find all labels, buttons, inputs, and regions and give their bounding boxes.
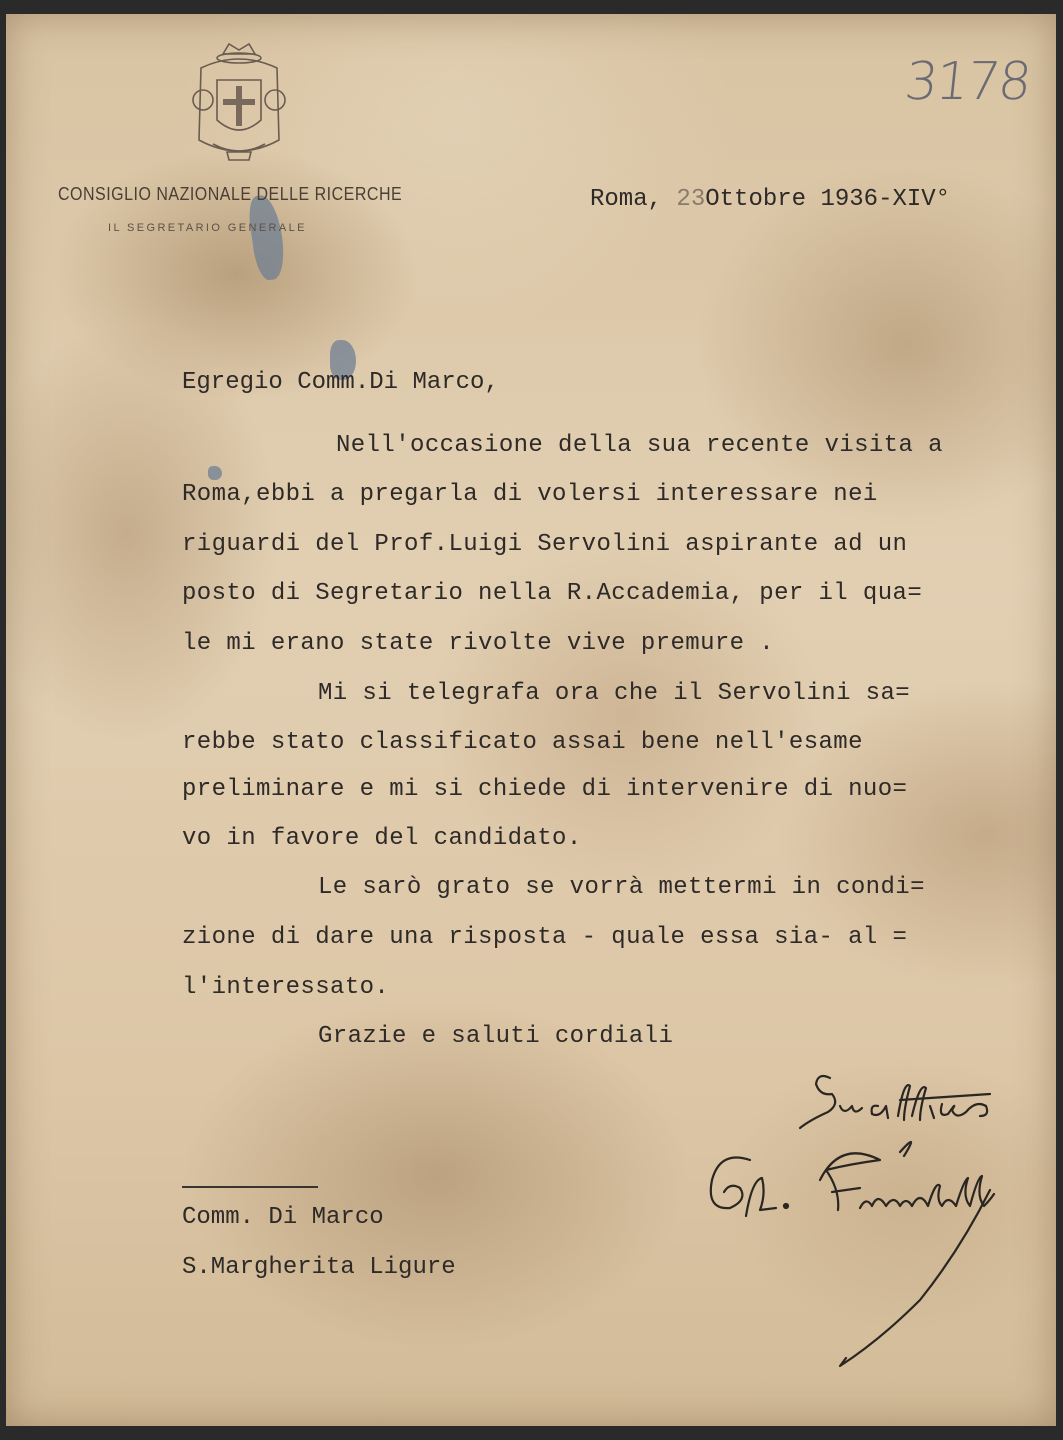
body-line: Roma,ebbi a pregarla di volersi interessare nei — [182, 481, 878, 508]
addressee-name: Comm. Di Marco — [182, 1204, 384, 1231]
body-line: posto di Segretario nella R.Accademia, per il qua= — [182, 580, 923, 607]
addressee-place: S.Margherita Ligure — [182, 1254, 456, 1281]
archive-number: 3178 — [901, 52, 1033, 112]
salutation: Egregio Comm.Di Marco, — [182, 369, 499, 396]
handwritten-signature — [690, 1060, 1030, 1380]
date-month-year: Ottobre 1936-XIV° — [705, 186, 951, 213]
divider-rule — [182, 1186, 318, 1188]
body-line: l'interessato. — [182, 974, 390, 1001]
date-day: 23 — [676, 186, 706, 213]
body-line: Mi si telegrafa ora che il Servolini sa= — [318, 680, 911, 707]
body-line: Nell'occasione della sua recente visita a — [336, 432, 943, 459]
body-line: Grazie e saluti cordiali — [318, 1023, 674, 1050]
letter-date — [590, 186, 950, 213]
body-line: riguardi del Prof.Luigi Servolini aspirante ad un — [182, 531, 908, 558]
letterhead-office: IL SEGRETARIO GENERALE — [108, 222, 307, 234]
body-line: rebbe stato classificato assai bene nell'esame — [182, 729, 863, 756]
letterhead-organization: CONSIGLIO NAZIONALE DELLE RICERCHE — [58, 185, 403, 205]
body-line: vo in favore del candidato. — [182, 825, 582, 852]
body-line: Le sarò grato se vorrà mettermi in condi= — [318, 874, 925, 901]
body-line: le mi erano state rivolte vive premure . — [182, 630, 775, 657]
ink-stain — [208, 466, 222, 480]
date-place: Roma, — [590, 186, 663, 213]
royal-crest-icon — [183, 40, 295, 165]
body-line: preliminare e mi si chiede di intervenire di nuo= — [182, 776, 908, 803]
body-line: zione di dare una risposta - quale essa sia- al = — [182, 924, 908, 951]
